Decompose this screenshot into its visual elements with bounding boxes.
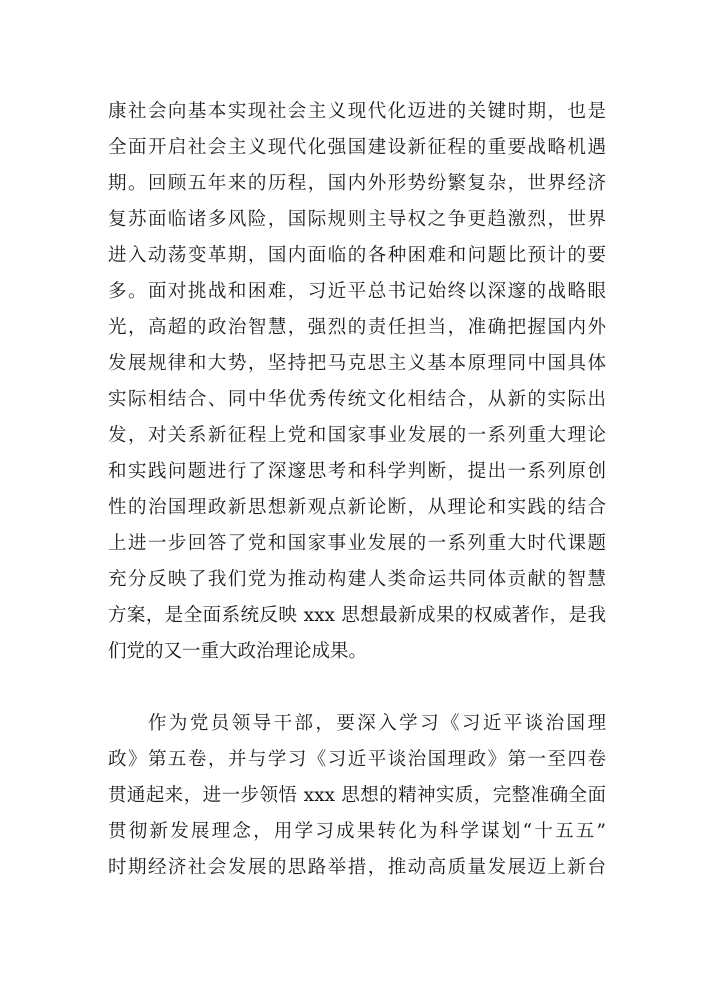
paragraph-line: 期。回顾五年来的历程，国内外形势纷繁复杂，世界经济 bbox=[108, 173, 606, 194]
paragraph-line: 时期经济社会发展的思路举措，推动高质量发展迈上新台 bbox=[108, 857, 606, 878]
paragraph-line-last: 们党的又一重大政治理论成果。 bbox=[108, 641, 368, 662]
paragraph-line: 实际相结合、同中华优秀传统文化相结合，从新的实际出 bbox=[108, 389, 606, 410]
paragraph-line: 方案，是全面系统反映 xxx 思想最新成果的权威著作，是我 bbox=[108, 605, 606, 626]
paragraph-line: 发，对关系新征程上党和国家事业发展的一系列重大理论 bbox=[108, 425, 606, 446]
paragraph-line: 贯彻新发展理念，用学习成果转化为科学谋划“十五五” bbox=[108, 821, 606, 842]
paragraph-line-indented: 作为党员领导干部，要深入学习《习近平谈治国理 bbox=[148, 713, 606, 734]
paragraph-line: 政》第五卷，并与学习《习近平谈治国理政》第一至四卷 bbox=[108, 749, 606, 770]
paragraph-line: 贯通起来，进一步领悟 xxx 思想的精神实质，完整准确全面 bbox=[108, 785, 606, 806]
paragraph-line: 多。面对挑战和困难，习近平总书记始终以深邃的战略眼 bbox=[108, 281, 606, 302]
paragraph-line: 进入动荡变革期，国内面临的各种困难和问题比预计的要 bbox=[108, 245, 606, 266]
paragraph-line: 康社会向基本实现社会主义现代化迈进的关键时期，也是 bbox=[108, 101, 606, 122]
paragraph-line: 上进一步回答了党和国家事业发展的一系列重大时代课题 bbox=[108, 533, 606, 554]
paragraph-line: 和实践问题进行了深邃思考和科学判断，提出一系列原创 bbox=[108, 461, 606, 482]
paragraph-line: 全面开启社会主义现代化强国建设新征程的重要战略机遇 bbox=[108, 137, 606, 158]
paragraph-line: 性的治国理政新思想新观点新论断，从理论和实践的结合 bbox=[108, 497, 606, 518]
paragraph-line: 充分反映了我们党为推动构建人类命运共同体贡献的智慧 bbox=[108, 569, 606, 590]
paragraph-line: 复苏面临诸多风险，国际规则主导权之争更趋激烈，世界 bbox=[108, 209, 606, 230]
paragraph-line: 光，高超的政治智慧，强烈的责任担当，准确把握国内外 bbox=[108, 317, 606, 338]
paragraph-line: 发展规律和大势，坚持把马克思主义基本原理同中国具体 bbox=[108, 353, 606, 374]
